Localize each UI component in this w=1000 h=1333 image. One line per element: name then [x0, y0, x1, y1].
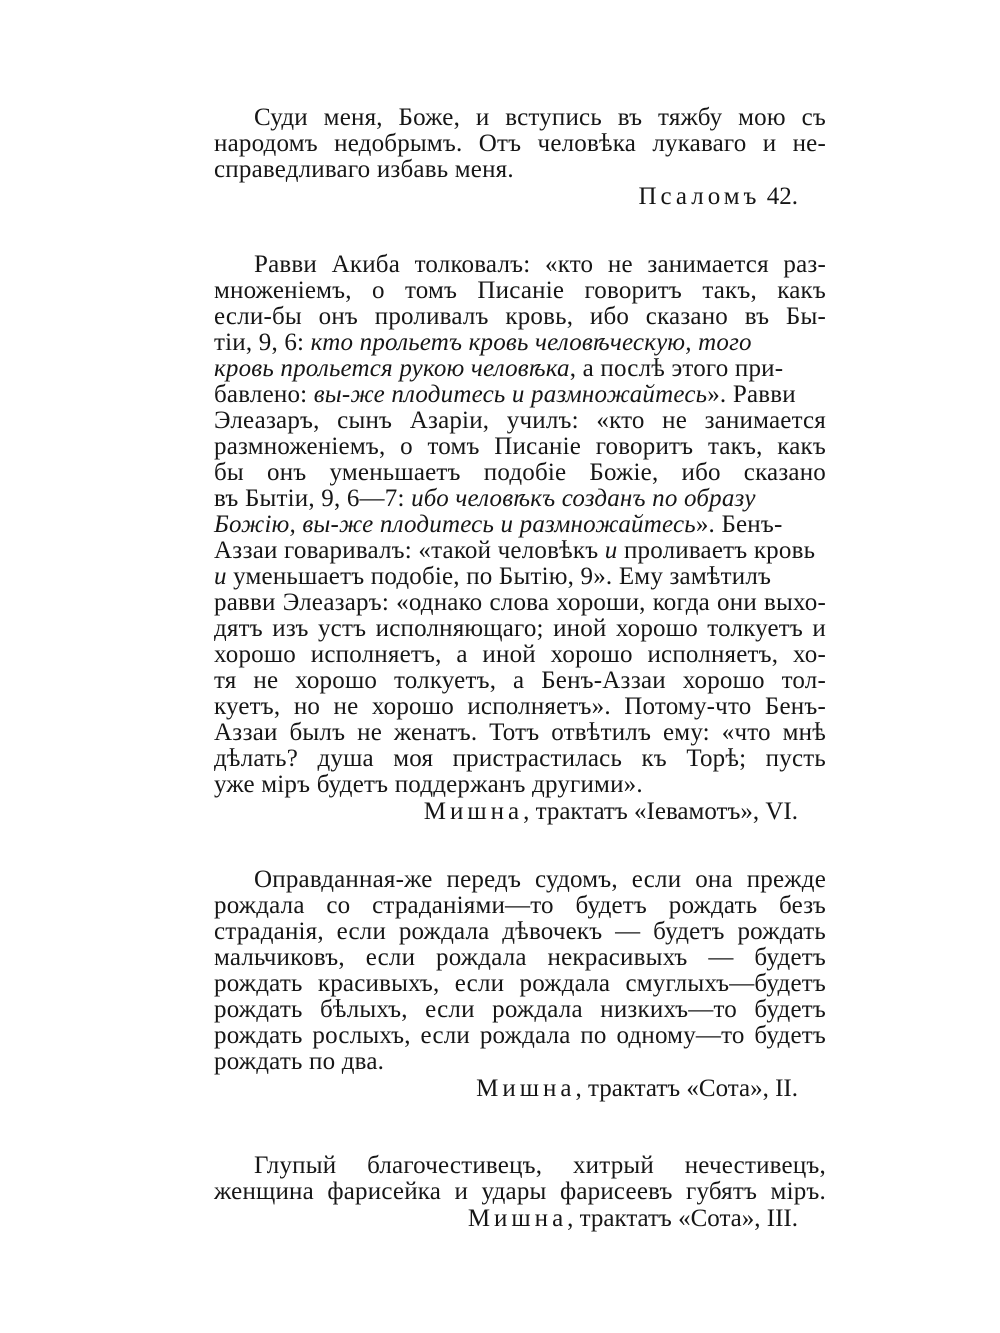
text-line	[214, 642, 826, 668]
text-segment: дятъ изъ устъ исполняющаго; иной хорошо толкуетъ и	[214, 615, 826, 642]
text-line	[214, 434, 826, 460]
text-line	[214, 919, 826, 945]
quote-sota-iii	[214, 1153, 826, 1233]
text-line	[214, 512, 826, 538]
text-line	[214, 304, 826, 330]
text-segment: кто прольетъ кровь человѣческую, того	[310, 329, 752, 356]
text-segment: Глупый благочестивецъ, хитрый нечестивецъ,	[254, 1152, 826, 1179]
text-segment: Оправданная-же передъ судомъ, если она прежде	[254, 866, 826, 893]
text-line	[214, 131, 826, 157]
text-segment: рождать рослыхъ, если рождала по одному—то будетъ	[214, 1022, 826, 1049]
text-segment: если-бы онъ проливалъ кровь, ибо сказано въ Бы-	[214, 303, 826, 330]
text-line	[214, 893, 826, 919]
text-segment: Мишна	[423, 798, 524, 825]
text-segment: Псаломъ	[638, 183, 761, 210]
text-segment: страданія, если рождала дѣвочекъ — будетъ рождать	[214, 918, 826, 945]
text-line	[214, 590, 826, 616]
text-segment: кровь прольется рукою человѣка	[214, 355, 570, 382]
text-line	[214, 486, 826, 512]
text-segment: и	[604, 537, 618, 564]
text-line	[214, 668, 826, 694]
text-segment: множеніемъ, о томъ Писаніе говоритъ такъ, какъ	[214, 277, 826, 304]
text-line	[214, 867, 826, 893]
text-line	[214, 330, 826, 356]
text-segment: народомъ недобрымъ. Отъ человѣка лукаваго и не-	[214, 130, 826, 157]
text-line	[214, 616, 826, 642]
text-line	[214, 460, 826, 486]
text-line	[214, 772, 826, 798]
text-segment: 42.	[760, 183, 798, 210]
text-line	[214, 1049, 826, 1075]
text-segment: мальчиковъ, если рождала некрасивыхъ — будетъ	[214, 944, 826, 971]
text-segment: проливаетъ кровь	[617, 537, 816, 564]
text-line	[214, 720, 826, 746]
text-line	[214, 1153, 826, 1179]
text-segment: ». Бенъ-	[695, 511, 783, 538]
text-segment: Аззаи говаривалъ: «такой человѣкъ	[214, 537, 605, 564]
text-segment: Равви Акиба толковалъ: «кто не занимается раз-	[254, 251, 826, 278]
text-segment: Божію, вы-же плодитесь и размножайтесь	[214, 511, 696, 538]
text-segment: , а послѣ этого при-	[569, 355, 784, 382]
text-segment: куетъ, но не хорошо исполняетъ». Потому-что Бенъ-	[214, 693, 826, 720]
text-segment: женщина фарисейка и удары фарисеевъ губятъ міръ.	[214, 1178, 826, 1205]
text-segment: бы онъ уменьшаетъ подобіе Божіе, ибо сказано	[214, 459, 826, 486]
text-segment: бавлено:	[214, 381, 314, 408]
text-line	[214, 746, 826, 772]
text-segment: тіи, 9, 6:	[214, 329, 311, 356]
text-line	[214, 356, 826, 382]
text-segment: тя не хорошо толкуетъ, а Бенъ-Аззаи хорошо тол-	[214, 667, 826, 694]
quote-source	[214, 1075, 826, 1103]
quote-sota-ii	[214, 867, 826, 1103]
quote-source	[214, 183, 826, 211]
quote-psalm-42	[214, 105, 826, 211]
text-segment: рождать бѣлыхъ, если рождала низкихъ—то будетъ	[214, 996, 826, 1023]
text-segment: Элеазаръ, сынъ Азаріи, училъ: «кто не занимается	[214, 407, 826, 434]
quote-source	[214, 798, 826, 826]
text-line	[214, 382, 826, 408]
text-line	[214, 538, 826, 564]
text-segment: рождать по два.	[214, 1048, 385, 1075]
text-line	[214, 971, 826, 997]
text-segment: , трактатъ «Сота», II.	[575, 1075, 798, 1102]
text-segment: въ Бытіи, 9, 6—7:	[214, 485, 412, 512]
text-line	[214, 997, 826, 1023]
text-segment: , трактатъ «Іевамотъ», VI.	[523, 798, 798, 825]
text-segment: размноженіемъ, о томъ Писаніе говоритъ такъ, какъ	[214, 433, 826, 460]
text-segment: вы-же плодитесь и размножайтесь	[313, 381, 708, 408]
text-line	[214, 157, 826, 183]
text-line	[214, 278, 826, 304]
text-segment: и	[214, 563, 227, 590]
text-segment: уже міръ будетъ поддержанъ другими».	[214, 771, 643, 798]
text-segment: хорошо исполняетъ, а иной хорошо исполняетъ, хо-	[214, 641, 826, 668]
quote-yevamot	[214, 252, 826, 826]
text-line	[214, 694, 826, 720]
text-segment: уменьшаетъ подобіе, по Бытію, 9». Ему замѣтилъ	[226, 563, 772, 590]
text-segment: ибо человѣкъ созданъ по образу	[411, 485, 756, 512]
text-line	[214, 564, 826, 590]
text-segment: рождала со страданіями—то будетъ рождать безъ	[214, 892, 826, 919]
text-line	[214, 105, 826, 131]
text-segment: Суди меня, Боже, и вступись въ тяжбу мою съ	[254, 104, 826, 131]
text-line	[214, 945, 826, 971]
text-segment: Аззаи былъ не женатъ. Тотъ отвѣтилъ ему: «что мнѣ	[214, 719, 826, 746]
text-segment: ». Равви	[707, 381, 796, 408]
text-segment: Мишна	[476, 1075, 576, 1102]
text-segment: дѣлать? душа моя пристрастилась къ Торѣ; пусть	[214, 745, 826, 772]
text-line	[214, 1179, 826, 1205]
text-segment: , трактатъ «Сота», III.	[567, 1205, 798, 1232]
text-segment: Мишна	[467, 1205, 568, 1232]
quote-source	[214, 1205, 826, 1233]
text-line	[214, 252, 826, 278]
text-line	[214, 408, 826, 434]
text-line	[214, 1023, 826, 1049]
text-segment: рождать красивыхъ, если рождала смуглыхъ—будетъ	[214, 970, 826, 997]
text-segment: справедливаго избавь меня.	[214, 156, 514, 183]
text-segment: равви Элеазаръ: «однако слова хороши, когда они выхо-	[214, 589, 826, 616]
